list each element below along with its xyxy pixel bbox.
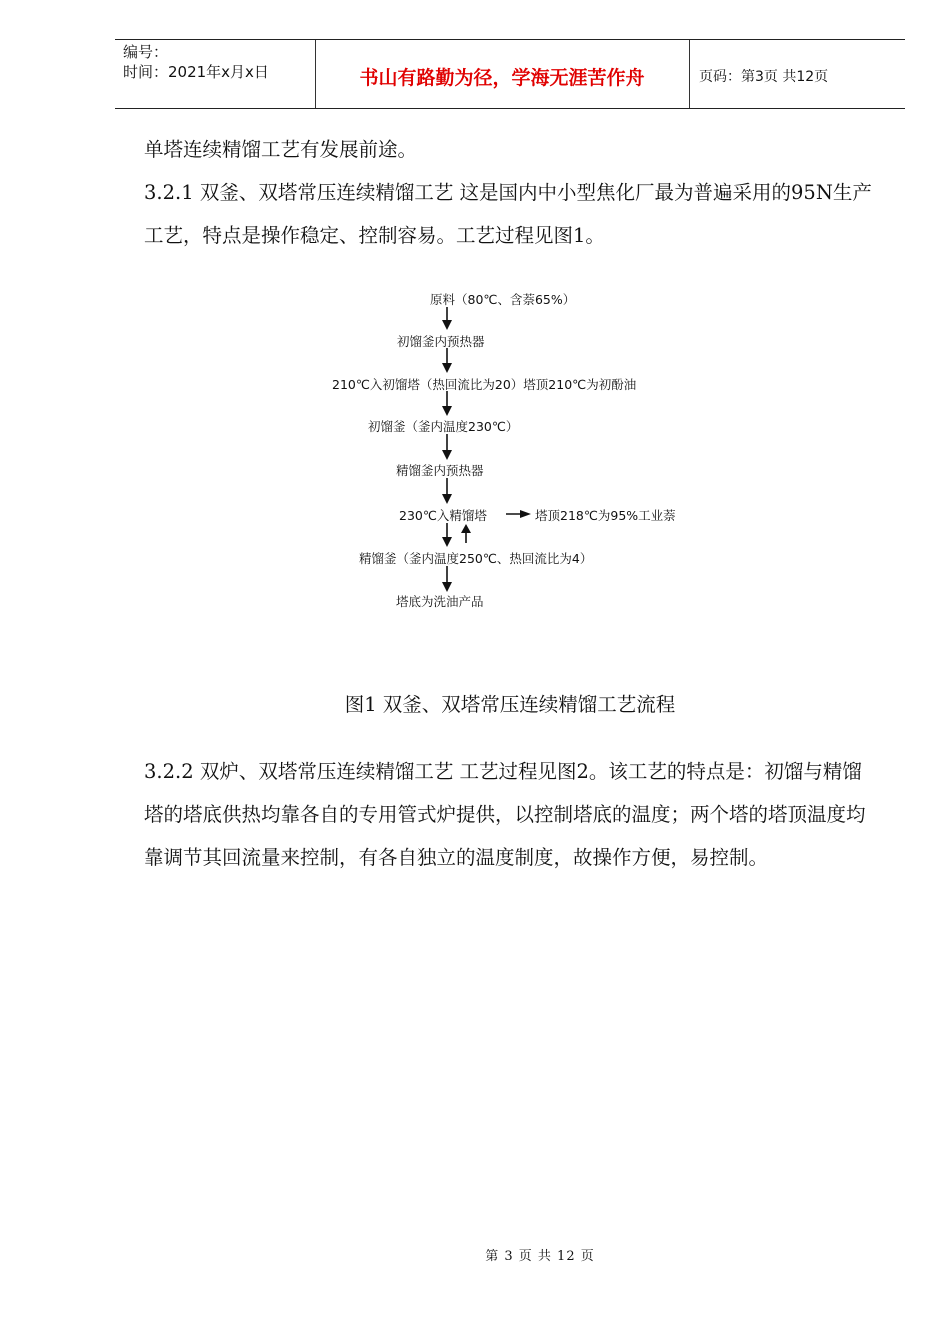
- paragraph-intro: 单塔连续精馏工艺有发展前途。: [144, 138, 418, 161]
- flow-step-bottom-product: 塔底为洗油产品: [396, 594, 484, 609]
- header-number-label: 编号：: [123, 43, 169, 61]
- paragraph-3-2-2: 3.2.2 双炉、双塔常压连续精馏工艺 工艺过程见图2。该工艺的特点是：初馏与精馏塔的塔底供热均靠各自的专用管式炉提供，以控制塔底的温度；两个塔的塔顶温度均靠调节其回流量来控制，有各自独立的温度制度，故操作方便，易控制。: [144, 760, 866, 869]
- flow-step-preheater-1: 初馏釜内预热器: [397, 334, 485, 349]
- paragraph-3-2-1: 3.2.1 双釜、双塔常压连续精馏工艺 这是国内中小型焦化厂最为普遍采用的95N生产工艺，特点是操作稳定、控制容易。工艺过程见图1。: [144, 181, 872, 247]
- flow-step-preheater-2: 精馏釜内预热器: [396, 463, 484, 478]
- flow-step-refining-kettle: 精馏釜（釜内温度250℃、热回流比为4）: [359, 551, 593, 566]
- flow-step-refining-tower: 230℃入精馏塔: [399, 508, 487, 523]
- header-motto: 书山有路勤为径，学海无涯苦作舟: [359, 66, 645, 89]
- header-page-info: 页码：第3页 共12页: [699, 69, 829, 85]
- process-flowchart: [0, 0, 950, 650]
- figure-caption: 图1 双釜、双塔常压连续精馏工艺流程: [344, 693, 676, 716]
- page-footer: 第 3 页 共 12 页: [485, 1249, 595, 1264]
- flow-step-raw-material: 原料（80℃、含萘65%）: [430, 292, 576, 307]
- flow-step-primary-kettle: 初馏釜（釜内温度230℃）: [368, 419, 519, 434]
- flow-step-primary-tower: 210℃入初馏塔（热回流比为20）塔顶210℃为初酚油: [332, 377, 637, 392]
- flow-step-top-product: 塔顶218℃为95%工业萘: [535, 508, 676, 523]
- header-time-label: 时间：2021年x月x日: [123, 63, 269, 81]
